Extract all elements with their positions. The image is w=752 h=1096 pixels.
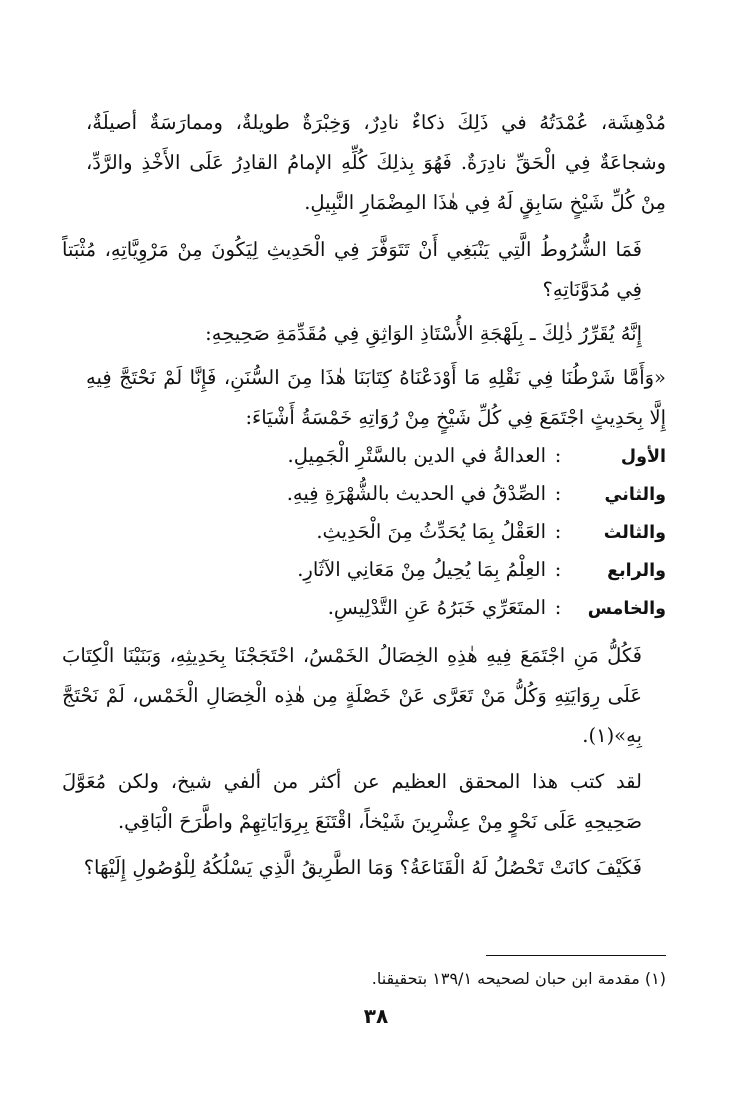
condition-label: والرابع — [607, 561, 666, 581]
condition-colon: : — [554, 482, 562, 505]
condition-label: الأول — [620, 447, 666, 467]
condition-row — [86, 444, 666, 482]
condition-colon: : — [554, 596, 562, 619]
condition-text: العدالةُ في الدين بالسَّتْرِ الْجَمِيلِ. — [287, 444, 546, 467]
condition-text: المتَعَرِّي خَبَرُهُ عَنِ التَّدْلِيسِ. — [327, 596, 546, 619]
condition-text: العَقْلُ بِمَا يُحَدِّثُ مِنَ الْحَدِيثِ. — [316, 520, 546, 543]
condition-label: والخامس — [587, 599, 666, 619]
footnote: (١) مقدمة ابن حبان لصحيحه ١٣٩/١ بتحقيقنا. — [371, 969, 666, 988]
condition-row — [86, 520, 666, 558]
condition-row — [86, 482, 666, 520]
quotation-intro: «وَأَمَّا شَرْطُنَا فِي نَقْلِهِ مَا أَوْدَعْنَاهُ كِتَابَنَا هٰذَا مِنَ السُّنَنِ، فَإِنَّا لَمْ نَحْتَجَّ فِيهِ إِلَّا بِحَدِيثٍ اجْتَمَعَ فِي كُلِّ شَيْخٍ مِنْ رُوَاتِهِ خَمْسَةُ أَشْيَاءَ: — [86, 366, 666, 429]
page-number: ٣٨ — [363, 1004, 389, 1028]
paragraph-1: مُدْهِشَة، عُمْدَتُهُ في ذَلِكَ ذكاءٌ نادِرٌ، وَخِبْرَةٌ طويلةٌ، وممارَسَةٌ أصيلَةٌ، وشجاعَةٌ فِي الْحَقِّ نادِرَةٌ. فَهُوَ بِذلِكَ كُلِّهِ الإمامُ القادِرُ عَلَى الأَخْذِ والرَّدِّ، مِنْ كُلِّ شَيْخٍ سَابِقٍ لَهُ فِي هٰذَا المِضْمَارِ النَّبِيلِ. — [86, 111, 666, 214]
condition-row — [86, 596, 666, 634]
footnote-divider — [486, 955, 666, 956]
condition-row — [86, 558, 666, 596]
condition-text: الصِّدْقُ في الحديث بالشُّهْرَةِ فِيهِ. — [286, 482, 546, 505]
condition-label: والثاني — [604, 485, 666, 505]
condition-colon: : — [554, 444, 562, 467]
paragraph-2: فَمَا الشُّرُوطُ الَّتِي يَنْبَغِي أَنْ تَتَوَفَّرَ فِي الْحَدِيثِ لِيَكُونَ مِنْ مَرْوِيَّاتِهِ، مُثْبَتاً فِي مُدَوَّنَاتِهِ؟ — [62, 238, 642, 301]
condition-colon: : — [554, 520, 562, 543]
paragraph-5: فَكُلُّ مَنِ اجْتَمَعَ فِيهِ هٰذِهِ الخِصَالُ الخَمْسُ، احْتَجَجْنَا بِحَدِيثِهِ، وَبَنَيْنَا الْكِتَابَ عَلَى رِوَايَتِهِ وَكُلُّ مَنْ تَعَرَّى عَنْ خَصْلَةٍ مِن هٰذِه الْخِصَالِ الْخَمْس، لَمْ نَحْتَجَّ بِهِ»(١). — [62, 644, 642, 747]
paragraph-7: فَكَيْفَ كانَتْ تَحْصُلُ لَهُ الْقَنَاعَةُ؟ وَمَا الطَّرِيقُ الَّذِي يَسْلُكُهُ لِلْوُصُولِ إِلَيْهَا؟ — [83, 856, 642, 879]
paragraph-6: لقد كتب هذا المحقق العظيم عن أكثر من ألفي شيخ، ولكن مُعَوَّلَ صَحِيحِهِ عَلَى نَحْوٍ مِنْ عِشْرِينَ شَيْخاً، اقْتَنَعَ بِرِوَايَاتِهِمْ واطَّرَحَ الْبَاقِي. — [62, 770, 642, 833]
conditions-list — [86, 444, 666, 634]
condition-colon: : — [554, 558, 562, 581]
paragraph-3: إِنَّهُ يُقَرِّرُ ذٰلِكَ ـ بِلَهْجَةِ الأُسْتَاذِ الوَاثِقِ فِي مُقَدِّمَةِ صَحِيحِهِ: — [205, 322, 642, 345]
condition-text: العِلْمُ بِمَا يُحِيلُ مِنْ مَعَانِي الآثَارِ. — [297, 558, 546, 581]
condition-label: والثالث — [603, 523, 666, 543]
